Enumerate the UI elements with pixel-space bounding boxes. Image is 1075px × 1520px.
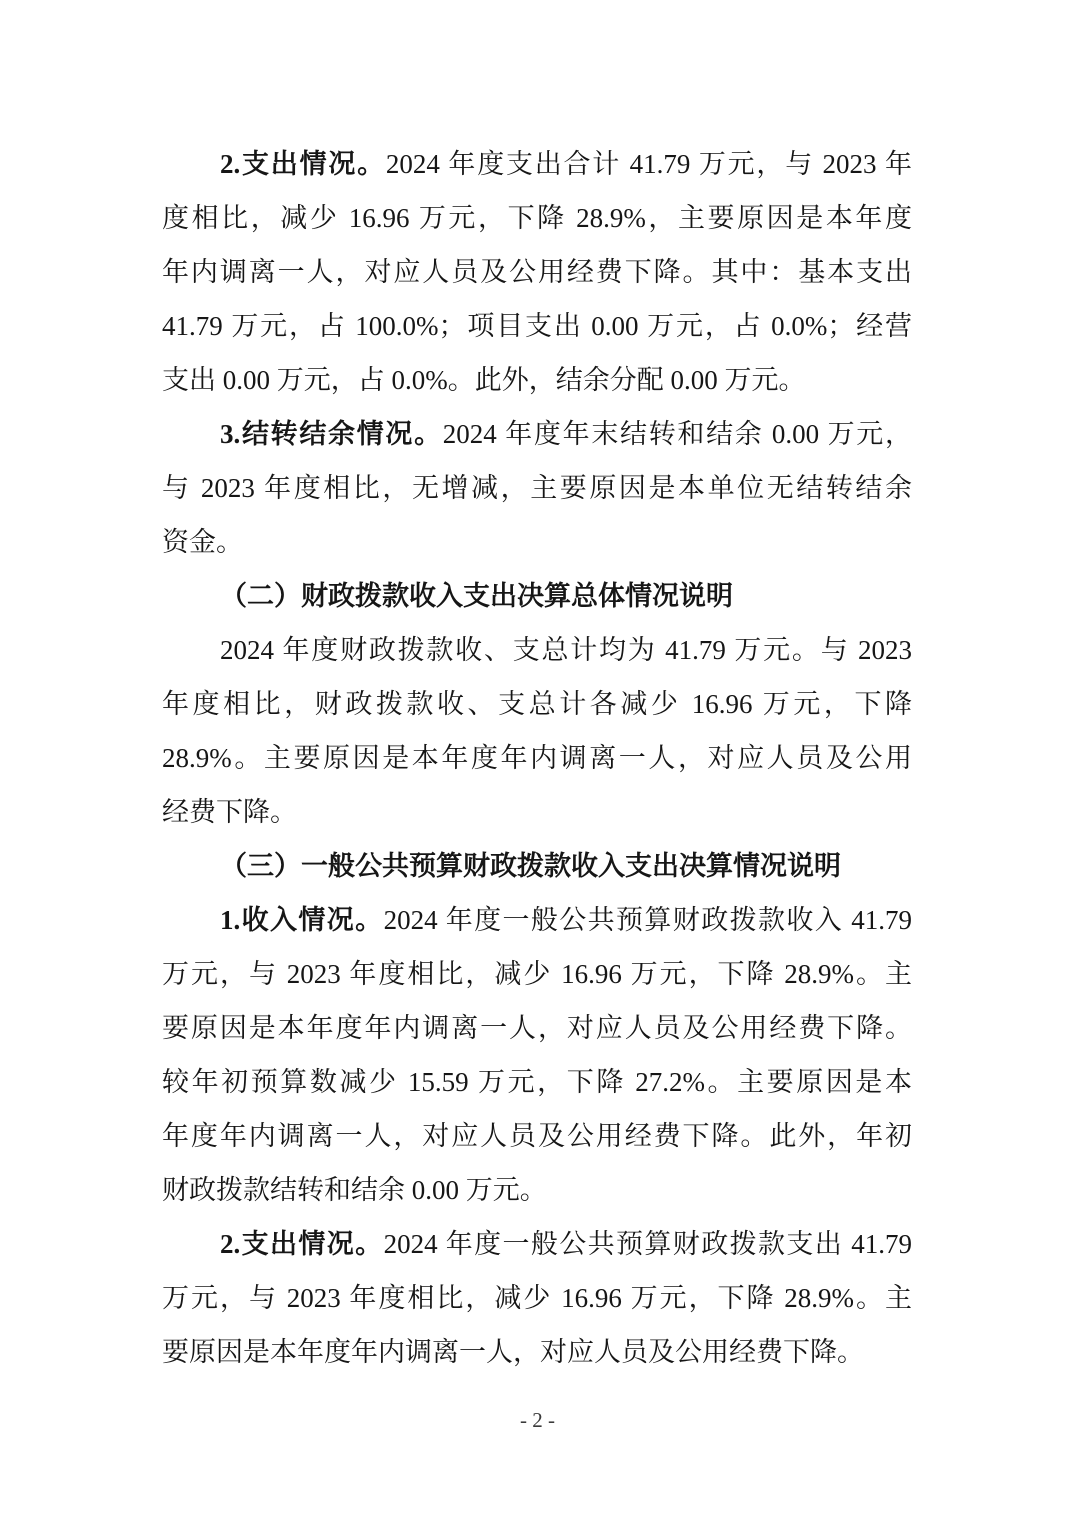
text-run: 年内调离一人，对应人员及公用经费下降。其中：基本支出 [162, 257, 912, 287]
text-run: 2024 年度年末结转和结余 0.00 万元， [442, 419, 913, 449]
text-run: 2024 年度财政拨款收、支总计均为 41.79 万元。与 2023 [220, 635, 912, 665]
text-run: 度相比，减少 16.96 万元，下降 28.9%，主要原因是本年度 [162, 203, 912, 233]
text-line [162, 623, 912, 677]
text-line [162, 677, 912, 731]
page-number: - 2 - [520, 1408, 555, 1432]
text-run: 财政拨款结转和结余 0.00 万元。 [162, 1175, 547, 1205]
bold-text-run: 2.支出情况。 [220, 1229, 384, 1259]
text-line [162, 1271, 912, 1325]
paragraph [162, 1217, 912, 1379]
text-line [162, 353, 912, 407]
text-line [162, 1217, 912, 1271]
text-run: 万元，与 2023 年度相比，减少 16.96 万元，下降 28.9%。主 [162, 959, 912, 989]
text-line [162, 1163, 912, 1217]
text-run: 万元，与 2023 年度相比，减少 16.96 万元，下降 28.9%。主 [162, 1283, 912, 1313]
text-line [162, 947, 912, 1001]
text-run: 要原因是本年度年内调离一人，对应人员及公用经费下降。 [162, 1013, 912, 1043]
text-line [162, 191, 912, 245]
text-run: 2024 年度一般公共预算财政拨款支出 41.79 [383, 1229, 913, 1259]
paragraph [162, 623, 912, 839]
text-run: 资金。 [162, 527, 243, 557]
text-line [162, 1055, 912, 1109]
text-run: 支出 0.00 万元，占 0.0%。此外，结余分配 0.00 万元。 [162, 365, 806, 395]
text-line [162, 299, 912, 353]
text-run: 年度相比，财政拨款收、支总计各减少 16.96 万元，下降 [162, 689, 912, 719]
bold-text-run: （二）财政拨款收入支出决算总体情况说明 [220, 581, 733, 611]
text-line [162, 461, 912, 515]
text-line [162, 245, 912, 299]
document-body [162, 137, 912, 1379]
text-run: 年度年内调离一人，对应人员及公用经费下降。此外，年初 [162, 1121, 912, 1151]
text-run: 要原因是本年度年内调离一人，对应人员及公用经费下降。 [162, 1337, 864, 1367]
bold-text-run: 2.支出情况。 [220, 149, 386, 179]
text-run: 较年初预算数减少 15.59 万元，下降 27.2%。主要原因是本 [162, 1067, 912, 1097]
section-heading [162, 839, 912, 893]
text-line [162, 1001, 912, 1055]
paragraph [162, 893, 912, 1217]
bold-text-run: 1.收入情况。 [220, 905, 384, 935]
text-run: 2024 年度一般公共预算财政拨款收入 41.79 [383, 905, 913, 935]
bold-text-run: （三）一般公共预算财政拨款收入支出决算情况说明 [220, 851, 841, 881]
text-run: 41.79 万元，占 100.0%；项目支出 0.00 万元，占 0.0%；经营 [162, 311, 912, 341]
text-line [162, 569, 912, 623]
text-line [162, 515, 912, 569]
bold-text-run: 3.结转结余情况。 [220, 419, 443, 449]
text-line [162, 785, 912, 839]
text-run: 经费下降。 [162, 797, 297, 827]
text-line [162, 407, 912, 461]
paragraph [162, 137, 912, 407]
text-run: 与 2023 年度相比，无增减，主要原因是本单位无结转结余 [162, 473, 912, 503]
section-heading [162, 569, 912, 623]
text-line [162, 839, 912, 893]
text-line [162, 1325, 912, 1379]
text-line [162, 893, 912, 947]
text-line [162, 731, 912, 785]
text-run: 2024 年度支出合计 41.79 万元，与 2023 年 [385, 149, 913, 179]
paragraph [162, 407, 912, 569]
text-line [162, 1109, 912, 1163]
text-run: 28.9%。主要原因是本年度年内调离一人，对应人员及公用 [162, 743, 912, 773]
text-line [162, 137, 912, 191]
